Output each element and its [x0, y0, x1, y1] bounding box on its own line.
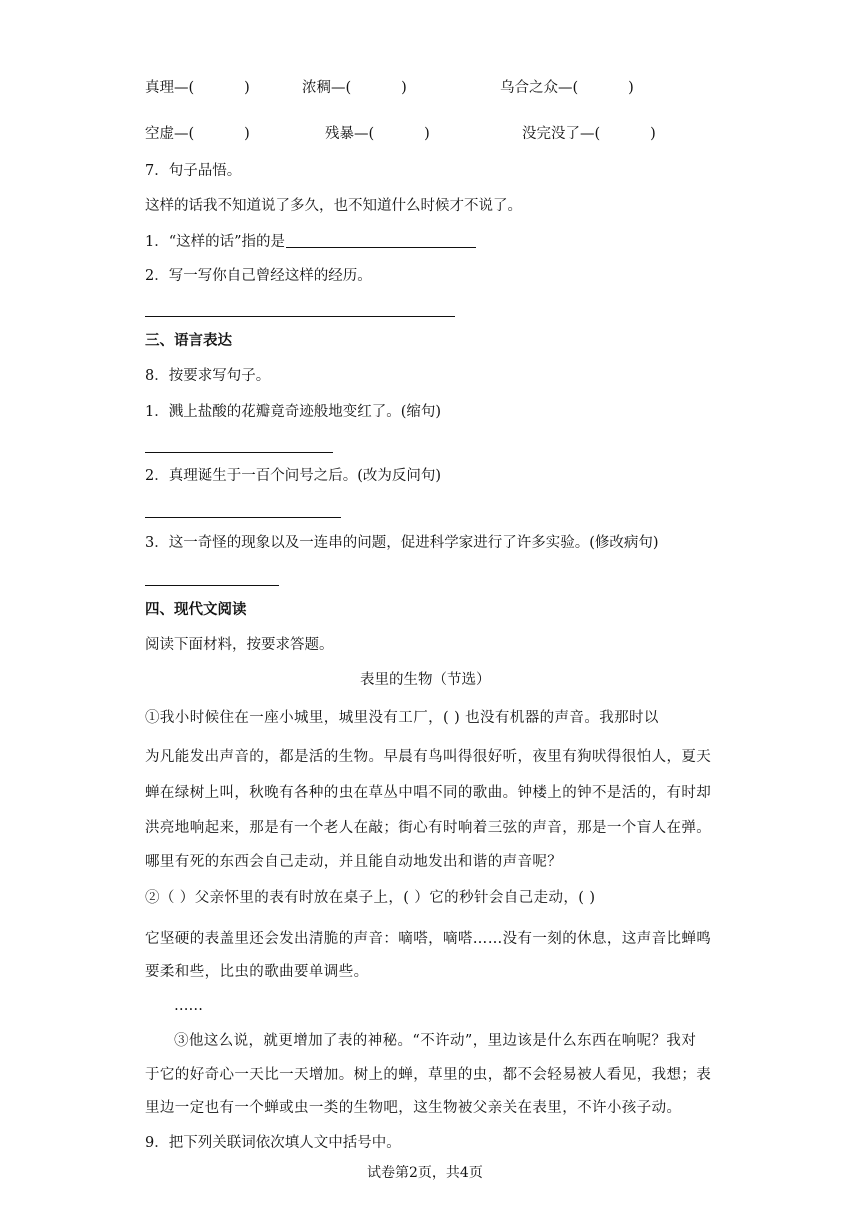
antonym-item: 乌合之众—( ): [500, 80, 634, 96]
antonym-item: 真理—( ): [145, 80, 250, 96]
antonym-item: 空虚—( ): [145, 126, 250, 142]
question-8-sub3: 3．这一奇怪的现象以及一连串的问题，促进科学家进行了许多实验。(修改病句): [145, 535, 659, 551]
passage-line: ①我小时候住在一座小城里，城里没有工厂，( ) 也没有机器的声音。我那时以: [145, 710, 659, 726]
answer-line[interactable]: [286, 247, 476, 248]
antonym-item: 残暴—( ): [325, 126, 430, 142]
section-heading: 三、语言表达: [145, 333, 232, 349]
passage-title: 表里的生物（节选）: [360, 672, 491, 688]
passage-line: 要柔和些，比虫的歌曲要单调些。: [145, 964, 369, 980]
ellipsis: ……: [174, 998, 203, 1014]
question-7-sub1: 1．“这样的话”指的是: [145, 234, 286, 250]
antonym-item: 没完没了—( ): [522, 126, 656, 142]
passage-line: 它坚硬的表盖里还会发出清脆的声音：嘀嗒，嘀嗒……没有一刻的休息，这声音比蝉鸣: [145, 931, 712, 947]
antonym-item: 浓稠—( ): [302, 80, 407, 96]
passage-line: 里边一定也有一个蝉或虫一类的生物吧，这生物被父亲关在表里，不许小孩子动。: [145, 1100, 682, 1116]
answer-line[interactable]: [145, 517, 341, 518]
passage-line: 于它的好奇心一天比一天增加。树上的蝉，草里的虫，都不会轻易被人看见，我想；表: [145, 1067, 712, 1083]
question-7-title: 7．句子品悟。: [145, 163, 242, 179]
reading-intro: 阅读下面材料，按要求答题。: [145, 637, 334, 653]
passage-line: 为凡能发出声音的，都是活的生物。早晨有鸟叫得很好听，夜里有狗吠得很怕人，夏天: [145, 749, 712, 765]
question-7-sentence: 这样的话我不知道说了多久，也不知道什么时候才不说了。: [145, 198, 522, 214]
passage-line: ②（ ）父亲怀里的表有时放在桌子上，( ）它的秒针会自己走动，( ): [145, 890, 596, 906]
section-heading: 四、现代文阅读: [145, 602, 247, 618]
page-footer: 试卷第2页，共4页: [367, 1165, 483, 1181]
answer-line[interactable]: [145, 316, 455, 317]
passage-line: 洪亮地响起来，那是有一个老人在敲；街心有时响着三弦的声音，那是一个盲人在弹。: [145, 820, 712, 836]
passage-line: 哪里有死的东西会自己走动，并且能自动地发出和谐的声音呢？: [145, 854, 563, 870]
question-8-sub2: 2．真理诞生于一百个问号之后。(改为反问句): [145, 468, 442, 484]
passage-line: ③他这么说，就更增加了表的神秘。“不许动”，里边该是什么东西在响呢？我对: [174, 1033, 697, 1049]
question-8-title: 8．按要求写句子。: [145, 368, 271, 384]
answer-line[interactable]: [145, 452, 333, 453]
passage-line: 蝉在绿树上叫，秋晚有各种的虫在草丛中唱不同的歌曲。钟楼上的钟不是活的，有时却: [145, 785, 712, 801]
answer-line[interactable]: [145, 585, 279, 586]
question-9-title: 9．把下列关联词依次填人文中括号中。: [145, 1135, 401, 1151]
question-7-sub2: 2．写一写你自己曾经这样的经历。: [145, 268, 372, 284]
question-8-sub1: 1．溅上盐酸的花瓣竟奇迹般地变红了。(缩句): [145, 404, 442, 420]
